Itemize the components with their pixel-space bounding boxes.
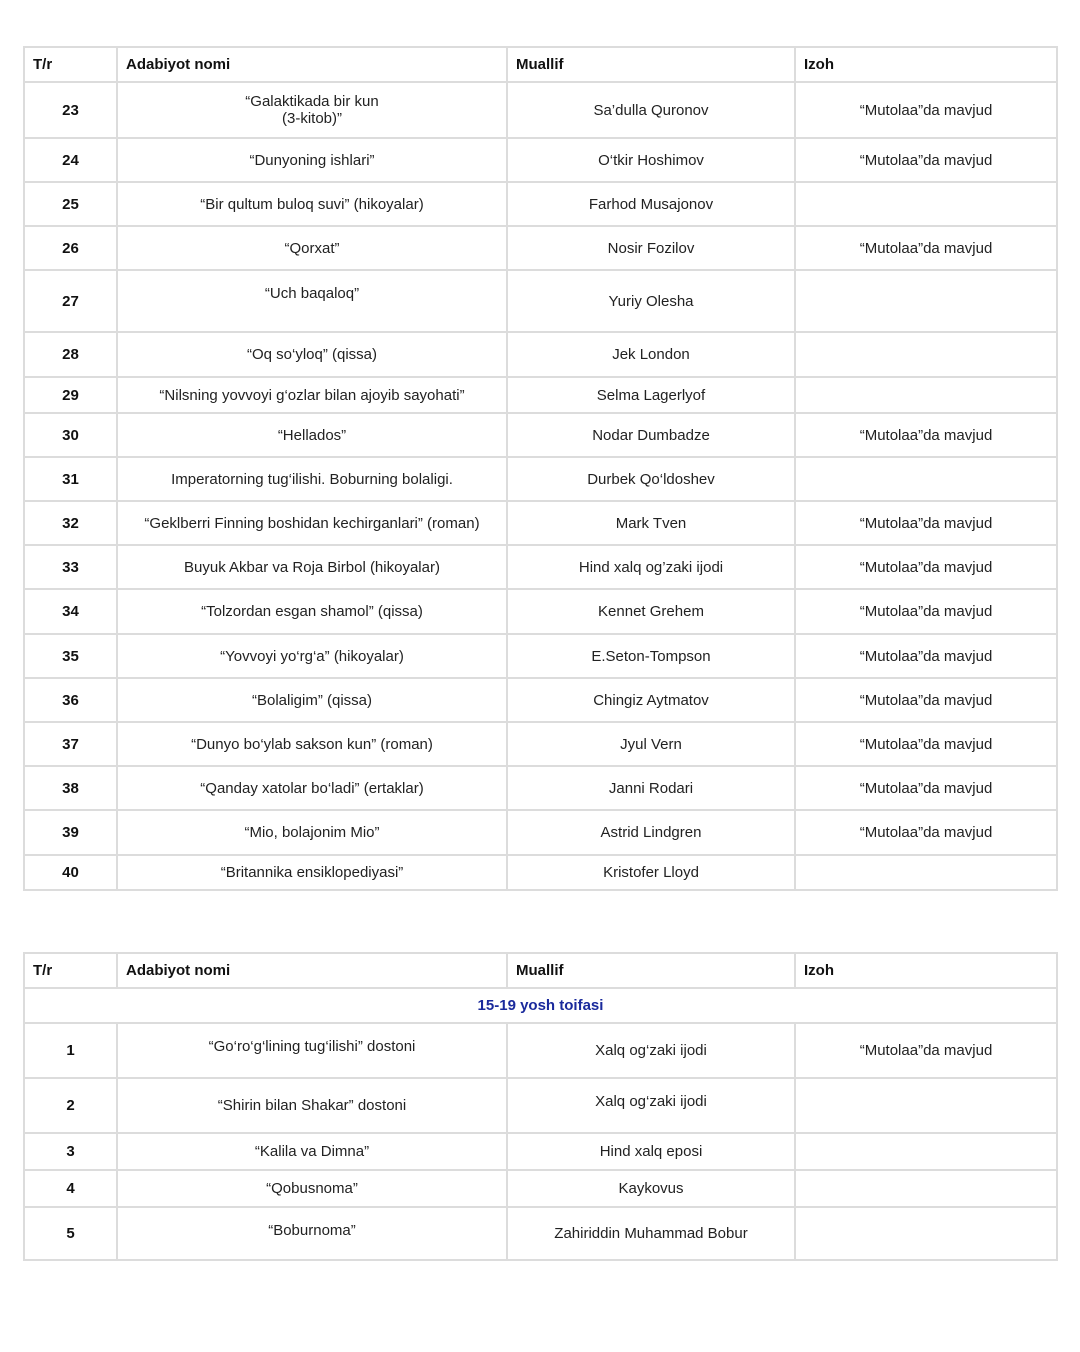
book-author: Kennet Grehem: [507, 589, 795, 634]
book-author: E.Seton-Tompson: [507, 634, 795, 678]
book-title: Buyuk Akbar va Roja Birbol (hikoyalar): [117, 545, 507, 589]
book-title: “Qorxat”: [117, 226, 507, 270]
book-title: “Nilsning yovvoyi g‘ozlar bilan ajoyib sayohati”: [117, 377, 507, 413]
table-row: [24, 1133, 1057, 1170]
book-author: Janni Rodari: [507, 766, 795, 810]
availability-note: “Mutolaa”da mavjud: [795, 589, 1057, 634]
book-title: “Go‘ro‘g‘lining tug‘ilishi” dostoni: [117, 1023, 507, 1078]
availability-note: “Mutolaa”da mavjud: [795, 678, 1057, 722]
table-row: [24, 182, 1057, 226]
availability-note: “Mutolaa”da mavjud: [795, 226, 1057, 270]
availability-note: “Mutolaa”da mavjud: [795, 501, 1057, 545]
availability-note: [795, 1133, 1057, 1170]
reading-list-table-1: [23, 46, 1058, 891]
availability-note: [795, 855, 1057, 890]
row-number: 37: [24, 722, 117, 766]
book-title: “Galaktikada bir kun (3-kitob)”: [117, 82, 507, 138]
header-note: Izoh: [795, 953, 1057, 988]
book-title: “Qobusnoma”: [117, 1170, 507, 1207]
availability-note: “Mutolaa”da mavjud: [795, 138, 1057, 182]
row-number: 3: [24, 1133, 117, 1170]
table-row: [24, 270, 1057, 332]
availability-note: “Mutolaa”da mavjud: [795, 722, 1057, 766]
book-title: “Mio, bolajonim Mio”: [117, 810, 507, 855]
row-number: 27: [24, 270, 117, 332]
availability-note: “Mutolaa”da mavjud: [795, 413, 1057, 457]
row-number: 24: [24, 138, 117, 182]
availability-note: [795, 332, 1057, 377]
table-row: [24, 855, 1057, 890]
table-row: [24, 634, 1057, 678]
book-author: Hind xalq eposi: [507, 1133, 795, 1170]
availability-note: [795, 1207, 1057, 1260]
table-row: [24, 501, 1057, 545]
book-author: Durbek Qo‘ldoshev: [507, 457, 795, 501]
row-number: 5: [24, 1207, 117, 1260]
table-row: [24, 545, 1057, 589]
row-number: 4: [24, 1170, 117, 1207]
book-author: Nodar Dumbadze: [507, 413, 795, 457]
availability-note: [795, 270, 1057, 332]
table-row: [24, 1170, 1057, 1207]
book-author: Hind xalq og’zaki ijodi: [507, 545, 795, 589]
row-number: 28: [24, 332, 117, 377]
reading-list-table-2: [23, 952, 1058, 1261]
header-title: Adabiyot nomi: [117, 953, 507, 988]
table-row: [24, 722, 1057, 766]
table-row: [24, 1023, 1057, 1078]
book-author: Kristofer Lloyd: [507, 855, 795, 890]
book-title: “Kalila va Dimna”: [117, 1133, 507, 1170]
age-group-row: [24, 988, 1057, 1023]
book-author: Chingiz Aytmatov: [507, 678, 795, 722]
book-author: Nosir Fozilov: [507, 226, 795, 270]
book-author: Astrid Lindgren: [507, 810, 795, 855]
row-number: 30: [24, 413, 117, 457]
table-row: [24, 766, 1057, 810]
book-title: “Bolaligim” (qissa): [117, 678, 507, 722]
book-title: Imperatorning tug‘ilishi. Boburning bolaligi.: [117, 457, 507, 501]
row-number: 32: [24, 501, 117, 545]
row-number: 26: [24, 226, 117, 270]
book-author: Yuriy Olesha: [507, 270, 795, 332]
book-title: “Bir qultum buloq suvi” (hikoyalar): [117, 182, 507, 226]
book-author: Farhod Musajonov: [507, 182, 795, 226]
book-title: “Hellados”: [117, 413, 507, 457]
row-number: 1: [24, 1023, 117, 1078]
table-row: [24, 413, 1057, 457]
availability-note: “Mutolaa”da mavjud: [795, 82, 1057, 138]
availability-note: “Mutolaa”da mavjud: [795, 1023, 1057, 1078]
table-row: [24, 1078, 1057, 1133]
book-author: Xalq og‘zaki ijodi: [507, 1078, 795, 1133]
table-row: [24, 1207, 1057, 1260]
book-title: “Britannika ensiklopediyasi”: [117, 855, 507, 890]
row-number: 23: [24, 82, 117, 138]
availability-note: “Mutolaa”da mavjud: [795, 810, 1057, 855]
row-number: 29: [24, 377, 117, 413]
availability-note: [795, 1078, 1057, 1133]
table-header-row: [24, 953, 1057, 988]
availability-note: “Mutolaa”da mavjud: [795, 766, 1057, 810]
row-number: 34: [24, 589, 117, 634]
row-number: 33: [24, 545, 117, 589]
table-row: [24, 82, 1057, 138]
book-title: “Dunyo bo‘ylab sakson kun” (roman): [117, 722, 507, 766]
age-group-label: 15-19 yosh toifasi: [24, 988, 1057, 1023]
header-number: T/r: [24, 953, 117, 988]
availability-note: “Mutolaa”da mavjud: [795, 545, 1057, 589]
book-title: “Tolzordan esgan shamol” (qissa): [117, 589, 507, 634]
table-row: [24, 678, 1057, 722]
table-header-row: [24, 47, 1057, 82]
row-number: 31: [24, 457, 117, 501]
book-author: Kaykovus: [507, 1170, 795, 1207]
availability-note: [795, 457, 1057, 501]
availability-note: “Mutolaa”da mavjud: [795, 634, 1057, 678]
table-row: [24, 589, 1057, 634]
book-title: “Uch baqaloq”: [117, 270, 507, 332]
book-author: O‘tkir Hoshimov: [507, 138, 795, 182]
book-title: “Dunyoning ishlari”: [117, 138, 507, 182]
book-author: Zahiriddin Muhammad Bobur: [507, 1207, 795, 1260]
book-author: Selma Lagerlyof: [507, 377, 795, 413]
book-title: “Shirin bilan Shakar” dostoni: [117, 1078, 507, 1133]
book-title: “Qanday xatolar bo‘ladi” (ertaklar): [117, 766, 507, 810]
header-note: Izoh: [795, 47, 1057, 82]
book-title: “Oq so‘yloq” (qissa): [117, 332, 507, 377]
book-author: Jyul Vern: [507, 722, 795, 766]
row-number: 39: [24, 810, 117, 855]
header-author: Muallif: [507, 953, 795, 988]
book-author: Mark Tven: [507, 501, 795, 545]
table-row: [24, 377, 1057, 413]
row-number: 40: [24, 855, 117, 890]
book-title: “Yovvoyi yo‘rg‘a” (hikoyalar): [117, 634, 507, 678]
availability-note: [795, 1170, 1057, 1207]
table-row: [24, 138, 1057, 182]
availability-note: [795, 182, 1057, 226]
header-number: T/r: [24, 47, 117, 82]
table-row: [24, 226, 1057, 270]
availability-note: [795, 377, 1057, 413]
row-number: 36: [24, 678, 117, 722]
table-row: [24, 332, 1057, 377]
table-row: [24, 457, 1057, 501]
row-number: 25: [24, 182, 117, 226]
header-author: Muallif: [507, 47, 795, 82]
header-title: Adabiyot nomi: [117, 47, 507, 82]
table-row: [24, 810, 1057, 855]
row-number: 38: [24, 766, 117, 810]
row-number: 2: [24, 1078, 117, 1133]
book-author: Xalq og‘zaki ijodi: [507, 1023, 795, 1078]
row-number: 35: [24, 634, 117, 678]
book-title: “Boburnoma”: [117, 1207, 507, 1260]
book-author: Jek London: [507, 332, 795, 377]
book-title: “Geklberri Finning boshidan kechirganlari” (roman): [117, 501, 507, 545]
book-author: Sa’dulla Quronov: [507, 82, 795, 138]
